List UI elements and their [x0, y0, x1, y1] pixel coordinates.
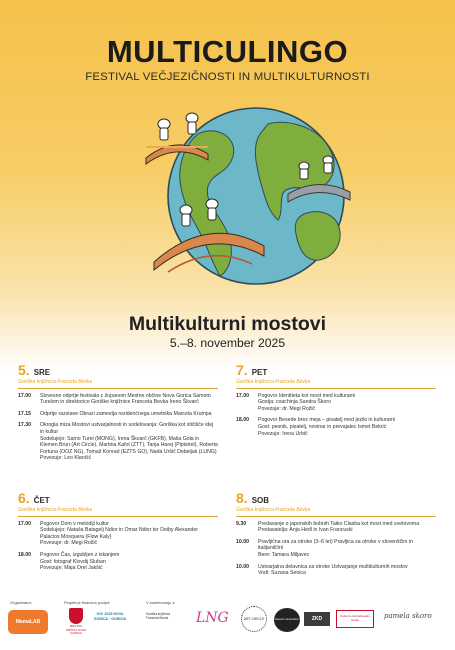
event-item [18, 521, 218, 547]
event-item [18, 393, 218, 406]
event-text: Slovesno odprtje festivala z županom Mestne občine Nova Gorica Samom Turelom in direktorico Goriške knjižnice Franceta Bevka Ireno Škvarč [40, 392, 211, 406]
divider [236, 516, 436, 517]
event-time: 17.30 [18, 422, 31, 429]
zavod-logo: zavod z razsodnim [274, 608, 300, 632]
sponsor-strip [0, 596, 455, 650]
day-friday [236, 362, 436, 442]
event-time: 10.00 [236, 563, 249, 570]
event-item [236, 393, 436, 413]
organizer-label: Organizator: [10, 600, 33, 605]
event-text: Pogovor Dom v melodiji kultur Sodelujejo: Nataša Batagelj Ndior in Omar Ndior ter Deiby Alexander Palacios Mosquera (Flow Kaly) Povezuje: dr. Megi Rožič [40, 520, 199, 547]
event-time: 18.00 [236, 417, 249, 424]
coat-of-arms-icon [69, 608, 83, 624]
library-logo: Goriška knjižnica Franceta Bevka [146, 612, 171, 620]
divider [18, 516, 218, 517]
event-item [236, 521, 436, 534]
day-name: ČET [33, 496, 50, 505]
day-saturday [236, 490, 436, 582]
event-time: 17.15 [18, 410, 31, 417]
event-time: 18.00 [18, 552, 31, 559]
festival-title: MULTICULINGO [106, 34, 349, 69]
cooperation-label: V sodelovanju z: [146, 600, 176, 605]
event-item [18, 552, 218, 572]
event-text: Pogovor Čas, izgubljen z iskanjem Gost: fotograf Klovdij Sluban Povezuje: Maja Orel Jakšić [40, 552, 120, 572]
theme-title: Multikulturni mostovi [128, 313, 327, 335]
event-text: Pogovor Identiteta kot most med kulturami Gostja: coachinja Sandra Škoro Povezuje: dr. Megi Rožič [258, 392, 356, 412]
event-text: Okrogla miza Mostovi ustvarjalnosti in sodelovanja: Goriška kot stičišče idej in kultur Sodelujejo: Samo Turel (MONG), Irena Škvarč (GKFB), Maša Gola in Klemen Brun (Art Circle), Martina Kafol (ZTT), Tanja Harej (Pipistrel), Roberta Fortuna (OOZ NG), Tomaž Konrad (EZTS GO), Nada Uršič Debeljak (LUNG) Povezuje: Leo Klančič [40, 422, 218, 462]
event-item [236, 417, 436, 437]
lng-logo: LNG [196, 610, 229, 626]
day-number: 8. [236, 490, 248, 506]
event-text: Predavanje o japonskih bobnih Taiko Clasba kot most med svetovoma Predavatelja: Anja Hedl in Ivan Francuski [258, 520, 420, 534]
event-text: Odprtje razstave Obrazi zamestja rezidenčnega umetnika Marcela Krumpa [40, 410, 212, 417]
municipality-logo [64, 608, 88, 638]
divider [18, 388, 218, 389]
day-name: SOB [251, 496, 270, 505]
zkd-logo: ZKD [304, 612, 330, 626]
event-time: 17.00 [18, 520, 31, 527]
day-name: SRE [33, 368, 51, 377]
event-text: Pravljična ura za otroke (3–6 let) Pravljica za otroke v slovenščini in italijanščini Bere: Tamara Miljavec [258, 538, 413, 559]
event-text: Pogovor Besede brez meja – pisatelj med jeziki in kulturami Gost: pesnik, pisatelj, novinar in prevajalec Ismet Bekrić Povezuje: Irena Urbič [258, 417, 395, 437]
art-circle-logo: ART CIRCLE [241, 606, 267, 632]
day-venue: Goriška knjižnica Franceta Bevka [18, 507, 93, 513]
day-number: 5. [18, 362, 30, 378]
day-venue: Goriška knjižnica Franceta Bevka [18, 379, 93, 385]
day-number: 6. [18, 490, 30, 506]
event-item [236, 564, 436, 577]
day-venue: Goriška knjižnica Franceta Bevka [236, 507, 311, 513]
festival-subtitle: FESTIVAL VEČJEZIČNOSTI IN MULTIKULTURNOSTI [85, 71, 370, 83]
event-time: 10.00 [236, 538, 249, 545]
event-text: Ustvarjalna delavnica za otroke Ustvarjanje multikulturnih mostov Vodi: Suzana Senica [258, 563, 408, 577]
event-item [18, 422, 218, 462]
cultural-center-logo: Kulturno izobraževalni center [336, 610, 374, 628]
event-item [236, 539, 436, 559]
event-time: 17.00 [236, 392, 249, 399]
day-name: PET [251, 368, 268, 377]
event-time: 9.30 [236, 520, 247, 527]
signature-logo: pamela skoro [384, 612, 432, 620]
event-time: 17.00 [18, 392, 31, 399]
municipality-name: MESTNA OBČINA NOVA GORICA [65, 624, 87, 635]
day-wednesday [18, 362, 218, 467]
bridge-top-rail [146, 146, 208, 148]
event-item [18, 411, 218, 418]
funding-label: Projekt je finančno podprt: [64, 600, 111, 605]
globe-bridges-illustration [128, 94, 368, 294]
day-number: 7. [236, 362, 248, 378]
go2025-logo: GO! 2025 NOVA GORICA · GORIZIA [93, 612, 127, 621]
festival-dates: 5.–8. november 2025 [169, 336, 286, 350]
divider [236, 388, 436, 389]
day-venue: Goriška knjižnica Franceta Bevka [236, 379, 311, 385]
day-thursday [18, 490, 218, 577]
mamalab-logo: MamaLAB [8, 610, 48, 634]
